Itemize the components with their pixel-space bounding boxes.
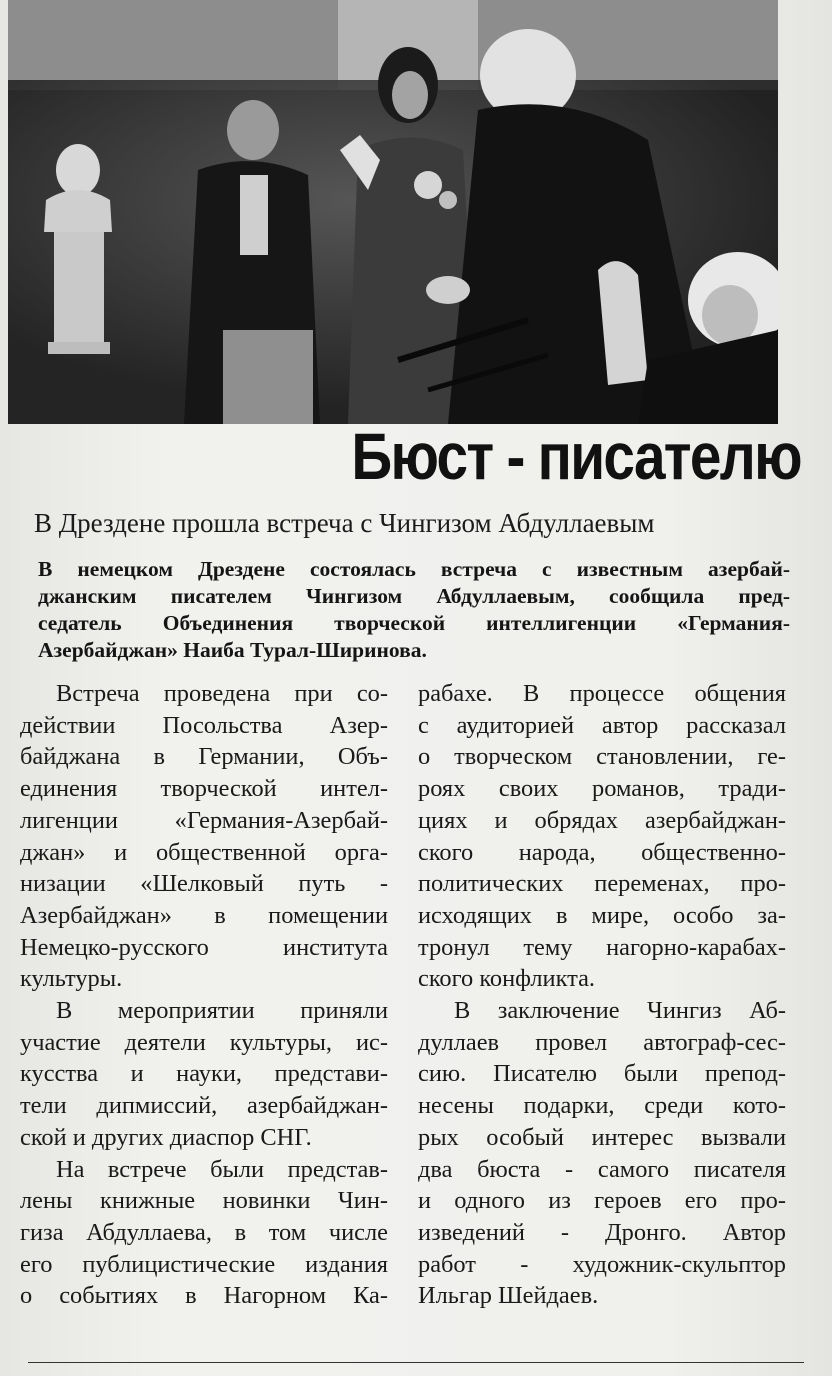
body-line: лигенции «Германия-Азербай-: [20, 806, 388, 834]
body-line: рых особый интерес вызвали: [418, 1123, 786, 1151]
body-line: ского конфликта.: [418, 965, 596, 993]
event-photo-image: [8, 0, 778, 424]
body-line: действии Посольства Азер-: [20, 711, 388, 739]
body-line: лены книжные новинки Чин-: [20, 1187, 388, 1215]
event-photo: [8, 0, 778, 424]
body-line: тронул тему нагорно-карабах-: [418, 933, 786, 961]
lead-line: Азербайджан» Наиба Турал-Ширинова.: [38, 638, 427, 662]
body-line: В мероприятии приняли: [56, 997, 388, 1025]
body-line: В заключение Чингиз Аб-: [454, 997, 786, 1025]
body-line: Азербайджан» в помещении: [20, 901, 388, 929]
body-line: единения творческой интел-: [20, 775, 388, 803]
body-line: работ - художник-скульптор: [418, 1250, 786, 1278]
lead-line: В немецком Дрездене состоялась встреча с известным азербай-: [38, 557, 790, 581]
body-line: На встрече были представ-: [56, 1155, 388, 1183]
lead-line: джанским писателем Чингизом Абдуллаевым, сообщила пред-: [38, 584, 790, 608]
body-column-left: [20, 678, 388, 1312]
body-line: тели дипмиссий, азербайджан-: [20, 1092, 388, 1120]
body-line: участие деятели культуры, ис-: [20, 1028, 388, 1056]
body-line: изведений - Дронго. Автор: [418, 1218, 786, 1246]
lead-paragraph: [38, 556, 790, 664]
body-line: дуллаев провел автограф-сес-: [418, 1028, 786, 1056]
body-line: роях своих романов, тради-: [418, 775, 786, 803]
headline: Бюст - писателю: [351, 419, 801, 493]
body-line: несены подарки, среди кото-: [418, 1092, 786, 1120]
body-line: сию. Писателю были препод-: [418, 1060, 786, 1088]
body-line: два бюста - самого писателя: [418, 1155, 786, 1183]
body-column-right: [418, 678, 786, 1312]
body-line: Ильгар Шейдаев.: [418, 1282, 599, 1310]
body-line: низации «Шелковый путь -: [20, 870, 388, 898]
body-line: ского народа, общественно-: [418, 838, 786, 866]
body-line: с аудиторией автор рассказал: [418, 711, 786, 739]
body-line: кусства и науки, представи-: [20, 1060, 388, 1088]
body-line: исходящих в мире, особо за-: [418, 901, 786, 929]
body-line: и одного из героев его про-: [418, 1187, 786, 1215]
body-line: о событиях в Нагорном Ка-: [20, 1282, 388, 1310]
body-line: гиза Абдуллаева, в том числе: [20, 1218, 388, 1246]
body-line: Встреча проведена при со-: [56, 680, 388, 707]
body-line: ской и других диаспор СНГ.: [20, 1123, 312, 1151]
body-line: культуры.: [20, 965, 123, 993]
body-line: о творческом становлении, ге-: [418, 743, 786, 771]
bottom-rule: [28, 1362, 804, 1363]
lead-line: седатель Объединения творческой интеллигенции «Германия-: [38, 611, 790, 635]
body-line: джан» и общественной орга-: [20, 838, 388, 866]
body-line: рабахе. В процессе общения: [418, 680, 786, 707]
body-line: политических переменах, про-: [418, 870, 786, 898]
subtitle: В Дрездене прошла встреча с Чингизом Абдуллаевым: [34, 508, 655, 538]
body-line: байджана в Германии, Объ-: [20, 743, 388, 771]
body-line: циях и обрядах азербайджан-: [418, 806, 786, 834]
body-line: Немецко-русского института: [20, 933, 388, 961]
body-line: его публицистические издания: [20, 1250, 388, 1278]
